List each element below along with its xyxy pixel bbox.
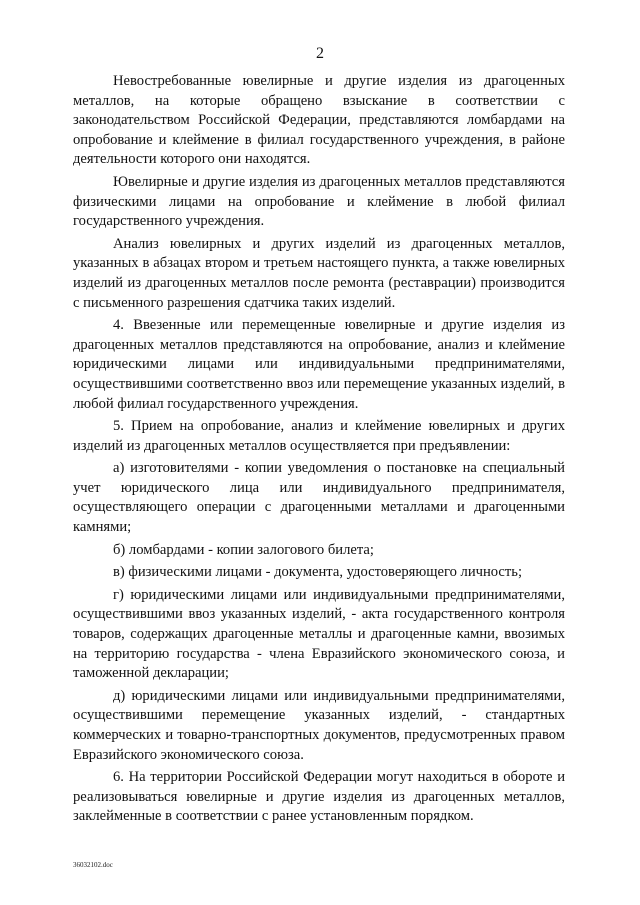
paragraph-item-6: 6. На территории Российской Федерации могут находиться в обороте и реализовываться ювелирные и другие изделия из драгоценных металлов, заклейменные в соответствии с ранее установленным порядком. bbox=[73, 769, 565, 825]
paragraph-individuals: Ювелирные и другие изделия из драгоценных металлов представляются физическими лицами на опробование и клеймение в любой филиал государственного учреждения. bbox=[73, 173, 565, 230]
paragraph-item-5a: а) изготовителями - копии уведомления о постановке на специальный учет юридического лица или индивидуального предпринимателя, осуществляющего операции с драгоценными металлами и драгоценными камнями; bbox=[73, 460, 565, 536]
paragraph-item-5: 5. Прием на опробование, анализ и клеймение ювелирных и других изделий из драгоценных металлов осуществляется при предъявлении: bbox=[73, 418, 565, 454]
page-number: 2 bbox=[316, 45, 324, 62]
paragraph-analysis: Анализ ювелирных и других изделий из драгоценных металлов, указанных в абзацах втором и третьем настоящего пункта, а также ювелирных изделий из драгоценных металлов после ремонта (реставрации) производится с письменного разрешения сдатчика таких изделий. bbox=[73, 235, 565, 311]
paragraph-item-4: 4. Ввезенные или перемещенные ювелирные и другие изделия из драгоценных металлов представляются на опробование, анализ и клеймение юридическими лицами или индивидуальными предпринимателями, осуществившими соответственно ввоз или перемещение указанных изделий, в любой филиал государственного учреждения. bbox=[73, 317, 565, 412]
paragraph-unclaimed-items: Невостребованные ювелирные и другие изделия из драгоценных металлов, на которые обращено взыскание в соответствии с законодательством Российской Федерации, представляются ломбардами на опробование и клеймение в филиал государственного учреждения, в районе деятельности которого они находятся. bbox=[73, 73, 565, 168]
paragraph-item-5d: д) юридическими лицами или индивидуальными предпринимателями, осуществившими перемещение указанных изделий, - стандартных коммерческих и товарно-транспортных документов, предусмотренных правом Евразийского экономического союза. bbox=[73, 687, 565, 763]
paragraph-item-5g: г) юридическими лицами или индивидуальными предпринимателями, осуществившими ввоз указанных изделий, - акта государственного контроля товаров, содержащих драгоценные металлы и драгоценные камни, ввозимых на территорию государства - члена Евразийского экономического союза, и таможенной декларации; bbox=[73, 586, 565, 682]
document-file-code: 36032102.doc bbox=[73, 861, 113, 869]
document-body bbox=[73, 72, 565, 830]
paragraph-item-5v: в) физическими лицами - документа, удостоверяющего личность; bbox=[113, 564, 523, 581]
paragraph-item-5b: б) ломбардами - копии залогового билета; bbox=[113, 541, 374, 558]
